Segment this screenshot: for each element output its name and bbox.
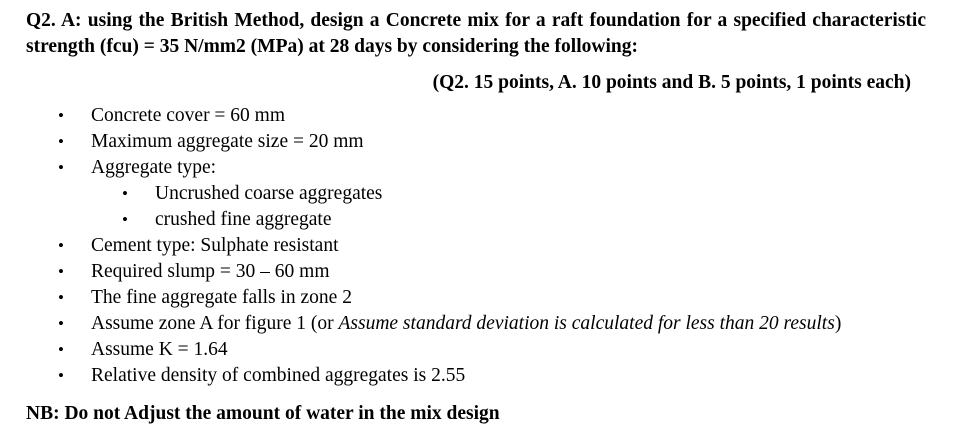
bullet-icon: •: [58, 262, 64, 281]
bullet-icon: •: [58, 158, 64, 177]
note-text: NB: Do not Adjust the amount of water in the mix design: [26, 403, 500, 424]
list-item-text: Relative density of combined aggregates is 2.55: [91, 365, 466, 386]
sublist-item-fine-aggregate: [0, 207, 966, 233]
question-heading: Q2. A: using the British Method, design a Concrete mix for a raft foundation for a specified characteristic strength (fcu) = 35 N/mm2 (MPa) at 28 days by considering the following:: [26, 10, 926, 57]
list-item-text: [91, 311, 841, 337]
bullet-icon: •: [58, 288, 64, 307]
bullet-icon: •: [58, 314, 64, 333]
sublist-item-coarse-aggregates: [0, 181, 966, 207]
list-item-text: Concrete cover = 60 mm: [91, 105, 286, 126]
list-item-text: Aggregate type:: [91, 157, 217, 178]
list-item-concrete-cover: [0, 103, 966, 129]
bullet-icon: •: [122, 210, 128, 229]
list-item-fine-aggregate-zone: [0, 285, 966, 311]
bullet-icon: •: [58, 236, 64, 255]
zone-assumption-text: Assume zone A for figure 1 (or: [91, 313, 339, 334]
bullet-icon: •: [58, 106, 64, 125]
bullet-icon: •: [58, 366, 64, 385]
list-item-max-aggregate-size: [0, 129, 966, 155]
list-item-relative-density: [0, 363, 966, 391]
list-item-aggregate-type: [0, 155, 966, 181]
points-breakdown: (Q2. 15 points, A. 10 points and B. 5 points, 1 points each): [432, 72, 911, 93]
bullet-icon: •: [58, 132, 64, 151]
zone-assumption-suffix: ): [834, 313, 842, 334]
bullet-icon: •: [122, 184, 128, 203]
list-item-text: Maximum aggregate size = 20 mm: [91, 131, 364, 152]
list-item-text: crushed fine aggregate: [155, 209, 332, 230]
list-item-text: The fine aggregate falls in zone 2: [91, 287, 352, 308]
zone-assumption-italic: Assume standard deviation is calculated for less than 20 results: [338, 313, 835, 334]
list-item-cement-type: [0, 233, 966, 259]
list-item-k-value: [0, 337, 966, 363]
list-item-required-slump: [0, 259, 966, 285]
list-item-text: Required slump = 30 – 60 mm: [91, 261, 330, 282]
list-item-zone-assumption: [0, 311, 966, 337]
bullet-icon: •: [58, 340, 64, 359]
list-item-text: Assume K = 1.64: [91, 339, 228, 360]
requirements-list: [0, 103, 966, 391]
list-item-text: Cement type: Sulphate resistant: [91, 235, 339, 256]
list-item-text: Uncrushed coarse aggregates: [155, 183, 383, 204]
